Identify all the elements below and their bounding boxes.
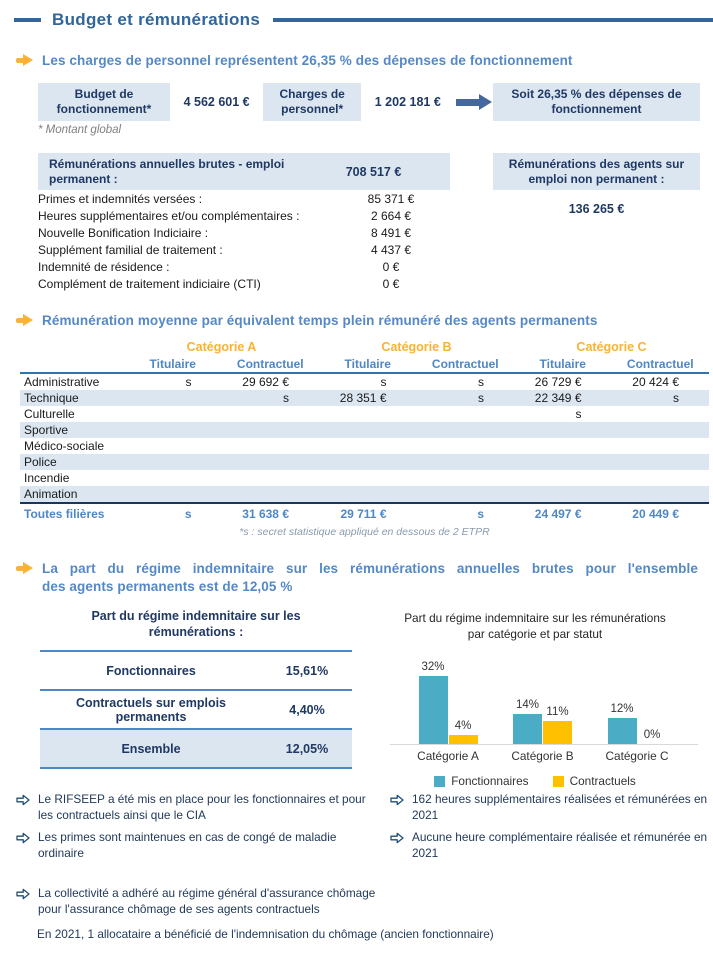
remuneration-row [38, 258, 450, 275]
filiere-value [612, 470, 710, 486]
bar-chart [370, 608, 700, 788]
total-row-value: 20 449 € [612, 503, 710, 523]
filiere-value [222, 438, 320, 454]
remuneration-row-value: 8 491 € [370, 225, 412, 240]
filiere-value [319, 406, 417, 422]
table-row [20, 454, 709, 470]
note-text: Le RIFSEEP a été mis en place pour les fonctionnaires et pour les contractuels ainsi que le CIA [38, 792, 366, 822]
bar-value-label: 32% [421, 661, 445, 673]
legend-item [553, 774, 636, 788]
notes-section [16, 792, 713, 924]
header-rule-line [273, 18, 713, 22]
remuneration-row [38, 224, 450, 241]
filiere-value [417, 422, 515, 438]
filiere-value [417, 470, 515, 486]
header-dash-line [14, 18, 41, 22]
total-row-value: s [124, 503, 222, 523]
table-row [20, 390, 709, 406]
closing-note: En 2021, 1 allocataire a bénéficié de l'indemnisation du chômage (ancien fonctionnaire) [37, 927, 494, 941]
filiere-value [124, 486, 222, 503]
status-header-row [20, 355, 709, 373]
montant-global-note: * Montant global [38, 124, 122, 136]
filiere-value [319, 422, 417, 438]
remuneration-row-value: 85 371 € [367, 191, 415, 206]
remuneration-row [38, 207, 450, 224]
arrow-bullet-icon [16, 562, 33, 575]
status-header: Contractuel [612, 355, 710, 373]
regime-row [40, 691, 352, 730]
filiere-label: Technique [24, 391, 79, 405]
notes-left [16, 792, 378, 924]
status-header: Contractuel [222, 355, 320, 373]
regime-row [40, 652, 352, 691]
bar-wrap [418, 656, 448, 744]
section1-tables [38, 153, 700, 292]
section3-content [0, 608, 713, 788]
legend-swatch-icon [553, 776, 564, 787]
section3-heading [16, 560, 698, 596]
category-header: Catégorie A [186, 339, 257, 354]
table-row [20, 422, 709, 438]
chart-ticks [390, 749, 698, 763]
filiere-value [124, 422, 222, 438]
note-item [390, 830, 710, 861]
table-row [20, 373, 709, 390]
filiere-value [612, 454, 710, 470]
chart-category-label: Catégorie C [605, 749, 669, 763]
status-header: Titulaire [124, 355, 222, 373]
filiere-value [124, 406, 222, 422]
outline-arrow-icon [16, 832, 30, 844]
filiere-value [222, 406, 320, 422]
filiere-value [417, 454, 515, 470]
chart-bar-group [513, 656, 573, 744]
chart-title [370, 610, 700, 642]
filiere-label: Incendie [24, 471, 70, 485]
right-block-arrow-icon [454, 94, 492, 111]
filiere-value [514, 454, 612, 470]
filiere-value: 29 692 € [242, 375, 289, 389]
remunerations-rows [38, 190, 450, 292]
filiere-value: s [380, 375, 387, 389]
regime-row [40, 730, 352, 769]
regime-row-value: 15,61% [285, 663, 329, 678]
non-permanent-value: 136 265 € [568, 202, 625, 216]
bar-value-label: 4% [454, 720, 472, 732]
filiere-value [612, 422, 710, 438]
arrow-bullet-icon [16, 54, 33, 67]
chart-plot [390, 656, 698, 745]
filiere-value [319, 486, 417, 503]
category-header: Catégorie C [576, 339, 647, 354]
legend-swatch-icon [434, 776, 445, 787]
outline-arrow-icon [390, 794, 404, 806]
secret-statistique-footnote: *s : secret statistique appliqué en dessous de 2 ETPR [239, 526, 490, 538]
regime-indemnitaire-table [40, 608, 352, 769]
remunerations-table-header [38, 153, 450, 190]
charges-box: Charges de personnel* [263, 83, 361, 121]
remuneration-row-label: Heures supplémentaires et/ou complémentaires : [38, 208, 300, 223]
category-header: Catégorie B [381, 339, 452, 354]
section1-heading [16, 52, 698, 70]
section3-heading-line1: La part du régime indemnitaire sur les rémunérations annuelles brutes pour l'ensemble [42, 561, 698, 576]
charges-value: 1 202 181 € [374, 95, 441, 109]
filiere-value: s [575, 407, 582, 421]
remuneration-row-value: 4 437 € [370, 242, 412, 257]
filiere-label: Médico-sociale [24, 439, 105, 453]
filiere-value: s [673, 391, 679, 405]
total-row-value: 29 711 € [319, 503, 417, 523]
table-row [20, 470, 709, 486]
remunerations-table [38, 153, 450, 292]
regime-row-label: Ensemble [121, 741, 181, 756]
arrow-bullet-icon [16, 314, 33, 327]
chart-legend [370, 774, 700, 788]
status-header: Contractuel [417, 355, 515, 373]
chart-title-line1: Part du régime indemnitaire sur les rémunérations [404, 611, 666, 625]
filiere-value: 28 351 € [339, 391, 387, 405]
corner-cell [20, 338, 124, 355]
filiere-value [612, 486, 710, 503]
filiere-value [319, 438, 417, 454]
non-permanent-block [493, 153, 700, 216]
remuneration-row-value: 2 664 € [370, 208, 412, 223]
filiere-value [514, 422, 612, 438]
total-row-value: s [417, 503, 515, 523]
note-item [16, 886, 378, 917]
filiere-value: s [478, 391, 484, 405]
bar-contractuels [449, 735, 478, 744]
remuneration-row-label: Complément de traitement indiciaire (CTI) [38, 276, 261, 291]
chart-bar-group [418, 656, 478, 744]
note-item [16, 830, 378, 861]
corner-cell [20, 355, 124, 373]
remuneration-row-value: 0 € [382, 259, 400, 274]
filiere-value [417, 406, 515, 422]
bar-fonctionnaires [513, 714, 542, 744]
filiere-value: 22 349 € [534, 391, 582, 405]
remuneration-row-value: 0 € [382, 276, 400, 291]
bar-value-label: 0% [643, 729, 661, 741]
non-permanent-box: Rémunérations des agents sur emploi non permanent : [493, 153, 700, 190]
regime-table-rows [40, 650, 352, 769]
filiere-label: Sportive [24, 423, 69, 437]
bar-value-label: 12% [610, 703, 634, 715]
total-row-value: 31 638 € [222, 503, 320, 523]
regime-row-value: 12,05% [285, 741, 329, 756]
filiere-value [319, 454, 417, 470]
page-title: Budget et rémunérations [52, 10, 261, 29]
total-row-value: 24 497 € [514, 503, 612, 523]
outline-arrow-icon [16, 888, 30, 900]
filiere-value [612, 406, 710, 422]
filiere-value: s [478, 375, 484, 389]
remunerations-header-value: 708 517 € [345, 164, 402, 179]
legend-item [434, 774, 528, 788]
table-row [20, 438, 709, 454]
category-table [20, 338, 709, 523]
bar-wrap [607, 656, 637, 744]
total-row [20, 503, 709, 523]
section3-heading-text [42, 560, 698, 596]
filiere-value [124, 470, 222, 486]
filiere-value: 20 424 € [632, 375, 679, 389]
outline-arrow-icon [390, 832, 404, 844]
regime-row-value: 4,40% [289, 702, 325, 717]
category-header-row [20, 338, 709, 355]
chart-title-line2: par catégorie et par statut [467, 627, 603, 641]
filiere-value [417, 486, 515, 503]
filiere-value [124, 454, 222, 470]
regime-row-label: Fonctionnaires [106, 663, 196, 678]
result-box: Soit 26,35 % des dépenses de fonctionnement [493, 83, 700, 121]
page-header [0, 0, 713, 30]
regime-table-title: Part du régime indemnitaire sur les rémunérations : [91, 609, 301, 639]
filiere-value [514, 438, 612, 454]
remunerations-header-label: Rémunérations annuelles brutes - emploi permanent : [49, 156, 285, 186]
filiere-value: 26 729 € [534, 375, 582, 389]
remuneration-row-label: Nouvelle Bonification Indiciaire : [38, 225, 209, 240]
filiere-value: s [185, 375, 192, 389]
filiere-value [514, 486, 612, 503]
bar-wrap [513, 656, 543, 744]
note-text: La collectivité a adhéré au régime général d'assurance chômage pour l'assurance chômage de ses agents contractuels [38, 886, 376, 916]
section2-heading-text: Rémunération moyenne par équivalent temps plein rémunéré des agents permanents [42, 313, 598, 328]
table-row [20, 486, 709, 503]
chart-category-label: Catégorie A [417, 749, 479, 763]
section2-heading [16, 312, 698, 330]
filiere-value [222, 486, 320, 503]
legend-label: Fonctionnaires [451, 774, 529, 788]
chart-bar-group [607, 656, 667, 744]
filiere-value [222, 422, 320, 438]
filiere-value [319, 470, 417, 486]
bar-contractuels [543, 721, 572, 744]
note-text: Aucune heure complémentaire réalisée et rémunérée en 2021 [412, 830, 708, 860]
chart-category-label: Catégorie B [511, 749, 574, 763]
note-text: Les primes sont maintenues en cas de congé de maladie ordinaire [38, 830, 337, 860]
section3-heading-line2: des agents permanents est de 12,05 % [42, 579, 293, 594]
note-item [16, 792, 378, 823]
bar-wrap [543, 656, 573, 744]
notes-right [390, 792, 710, 868]
filiere-label: Culturelle [24, 407, 75, 421]
filiere-value [417, 438, 515, 454]
regime-row-label: Contractuels sur emplois permanents [75, 695, 227, 724]
section1-heading-text: Les charges de personnel représentent 26,35 % des dépenses de fonctionnement [42, 53, 573, 68]
note-item [390, 792, 710, 823]
status-header: Titulaire [514, 355, 612, 373]
filiere-value: s [283, 391, 289, 405]
bar-fonctionnaires [419, 676, 448, 744]
filiere-value [222, 470, 320, 486]
filiere-value [222, 454, 320, 470]
remuneration-row [38, 190, 450, 207]
budget-box: Budget de fonctionnement* [38, 83, 170, 121]
legend-label: Contractuels [569, 774, 636, 788]
bar-wrap [448, 656, 478, 744]
bar-value-label: 11% [546, 706, 569, 718]
note-text: 162 heures supplémentaires réalisées et rémunérées en 2021 [412, 792, 708, 822]
remuneration-row [38, 241, 450, 258]
filiere-value [514, 470, 612, 486]
budget-value: 4 562 601 € [183, 95, 250, 109]
bar-fonctionnaires [608, 718, 637, 744]
filiere-label: Administrative [24, 375, 100, 389]
filiere-label: Police [24, 455, 57, 469]
bar-wrap [637, 656, 667, 744]
status-header: Titulaire [319, 355, 417, 373]
budget-flow [38, 83, 700, 121]
filiere-value [124, 438, 222, 454]
remuneration-row-label: Primes et indemnités versées : [38, 191, 203, 206]
table-row [20, 406, 709, 422]
outline-arrow-icon [16, 794, 30, 806]
total-row-label: Toutes filières [20, 503, 124, 523]
filiere-label: Animation [24, 487, 78, 501]
filiere-value [612, 438, 710, 454]
bar-value-label: 14% [515, 699, 540, 711]
remuneration-row-label: Supplément familial de traitement : [38, 242, 223, 257]
remuneration-row [38, 275, 450, 292]
filiere-value [124, 390, 222, 406]
remuneration-row-label: Indemnité de résidence : [38, 259, 170, 274]
